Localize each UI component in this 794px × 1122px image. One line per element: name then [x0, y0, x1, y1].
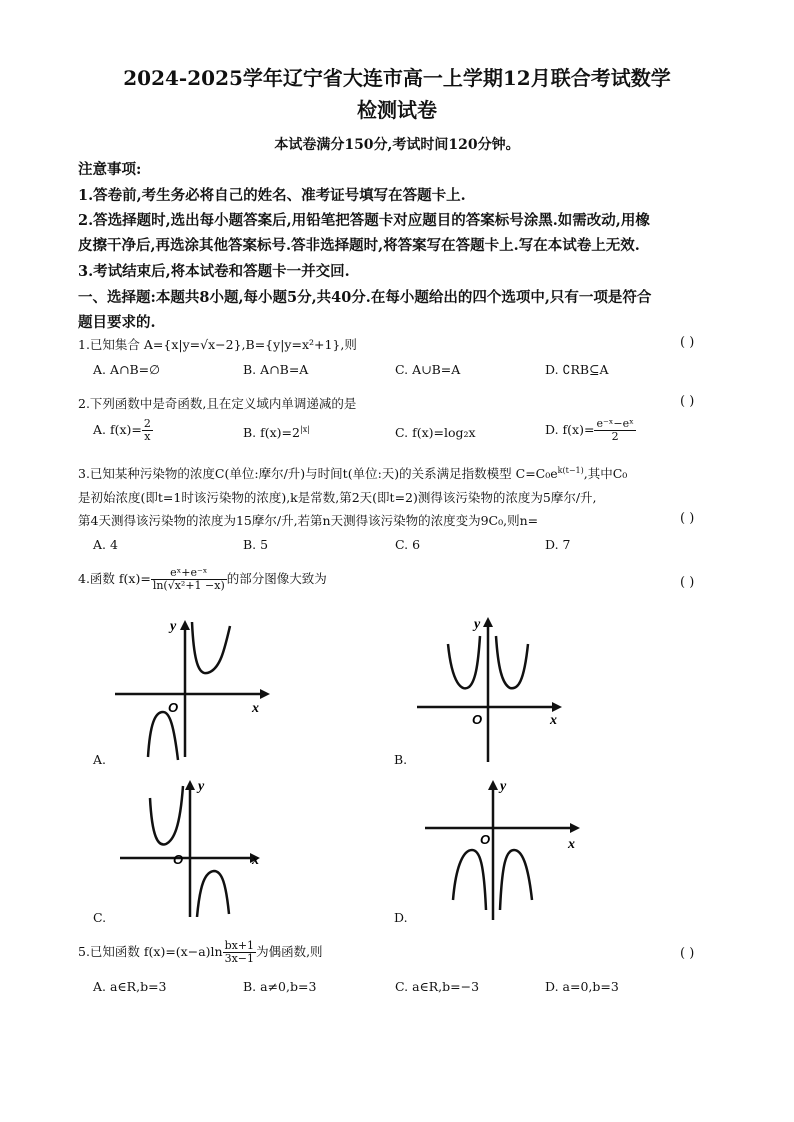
- q1-option-c: C. A∪B=A: [395, 362, 461, 377]
- exam-title-line1: 2024-2025学年辽宁省大连市高一上学期12月联合考试数学: [123, 66, 671, 90]
- q2-a-den: x: [144, 430, 151, 443]
- q3-line2: 是初始浓度(即t=1时该污染物的浓度),k是常数,第2天(即t=2)测得该污染物的浓度为5摩尔/升,: [78, 490, 597, 505]
- q1-option-a: A. A∩B=∅: [93, 362, 161, 377]
- graph-c-curve-left: [150, 786, 183, 844]
- graph-a-curve-right: [192, 622, 230, 673]
- notice-heading: 注意事项:: [78, 161, 142, 178]
- q4-label-c: C.: [93, 910, 107, 925]
- graph-d-origin: O: [480, 832, 491, 847]
- q5-num: bx+1: [224, 939, 255, 952]
- q2-d-text: D. f(x)=: [545, 422, 595, 437]
- graph-a-origin: O: [168, 700, 179, 715]
- graph-a-y-label: y: [170, 619, 177, 634]
- q4-label-a: A.: [93, 752, 107, 767]
- section1-line1: 一、选择题:本题共8小题,每小题5分,共40分.在每小题给出的四个选项中,只有一项是符合: [78, 289, 652, 306]
- graph-a-curve-left: [148, 712, 178, 760]
- q3-option-b: B. 5: [243, 537, 269, 552]
- q2-option-a: [93, 418, 153, 443]
- q4-fraction: [151, 567, 227, 592]
- q5-option-b: B. a≠0,b=3: [243, 979, 317, 994]
- q3-option-d: D. 7: [545, 537, 571, 552]
- graph-b-x-arrow-icon: [552, 702, 562, 712]
- q5-stem-post: 为偶函数,则: [256, 944, 323, 959]
- q3-option-a: A. 4: [93, 537, 118, 552]
- q4-stem: [78, 567, 327, 592]
- q3-line1-sup: k(t−1): [557, 465, 584, 475]
- section1-line2: 题目要求的.: [78, 314, 156, 331]
- q2-b-text: B. f(x)=2: [243, 425, 300, 441]
- q2-a-fraction: [142, 418, 153, 443]
- q4-answer-paren: ( ): [680, 575, 695, 590]
- q4-graph-d: [420, 772, 590, 922]
- exam-subtitle: 本试卷满分150分,考试时间120分钟。: [274, 137, 520, 153]
- graph-b-origin: O: [472, 712, 483, 727]
- q2-b-sup: |x|: [300, 425, 310, 434]
- q5-option-a: A. a∈R,b=3: [93, 979, 167, 994]
- graph-c-y-arrow-icon: [185, 780, 195, 790]
- graph-c-x-label: x: [252, 853, 259, 868]
- q5-option-d: D. a=0,b=3: [545, 979, 619, 994]
- q5-answer-paren: ( ): [680, 946, 695, 961]
- q2-stem: 2.下列函数中是奇函数,且在定义域内单调递减的是: [78, 396, 357, 411]
- graph-c-curve-right: [197, 871, 229, 917]
- q2-answer-paren: ( ): [680, 394, 695, 409]
- q4-label-b: B.: [394, 752, 408, 767]
- graph-d-x-arrow-icon: [570, 823, 580, 833]
- q4-den: ln(√x²+1 −x): [152, 579, 225, 592]
- graph-b-curve-right: [496, 636, 528, 688]
- notice-item-2a: 2.答选择题时,选出每小题答案后,用铅笔把答题卡对应题目的答案标号涂黑.如需改动,用橡: [78, 212, 650, 229]
- q1-answer-paren: ( ): [680, 335, 695, 350]
- q2-d-den: 2: [611, 430, 619, 443]
- graph-a-x-label: x: [252, 701, 259, 716]
- exam-title-line2: 检测试卷: [357, 98, 437, 122]
- graph-d-x-label: x: [568, 837, 575, 852]
- q2-d-num: e⁻ˣ−eˣ: [596, 417, 634, 430]
- q4-graph-b: [412, 612, 572, 762]
- graph-c-y-label: y: [198, 779, 205, 794]
- q2-d-fraction: [594, 418, 635, 443]
- q4-label-d: D.: [394, 910, 408, 925]
- q5-den: 3x−1: [224, 952, 255, 965]
- q2-option-b: [243, 425, 310, 440]
- q1-option-d: D. ∁RB⊆A: [545, 362, 609, 377]
- q4-stem-post: 的部分图像大致为: [226, 571, 327, 586]
- q1-option-b: B. A∩B=A: [243, 362, 309, 377]
- q2-option-c: C. f(x)=log₂x: [395, 425, 476, 440]
- notice-item-2b: 皮擦干净后,再选涂其他答案标号.答非选择题时,将答案写在答题卡上.写在本试卷上无效.: [78, 237, 640, 254]
- graph-c-origin: O: [173, 852, 184, 867]
- graph-d-curve-right: [500, 850, 532, 910]
- q5-stem: [78, 940, 323, 965]
- q4-graph-c: [110, 772, 280, 917]
- q4-graph-a: [110, 612, 280, 762]
- q2-a-text: A. f(x)=: [93, 422, 142, 437]
- q3-line1-a: 3.已知某种污染物的浓度C(单位:摩尔/升)与时间t(单位:天)的关系满足指数模型 C=C₀e: [78, 466, 558, 481]
- q3-line3: 第4天测得该污染物的浓度为15摩尔/升,若第n天测得该污染物的浓度变为9C₀,则n=: [78, 513, 539, 528]
- q2-a-num: 2: [143, 417, 151, 430]
- graph-d-curve-left: [453, 850, 486, 910]
- graph-b-y-label: y: [474, 617, 481, 632]
- graph-b-curve-left: [448, 636, 480, 688]
- q1-stem: 1.已知集合 A={x|y=√x−2},B={y|y=x²+1},则: [78, 337, 357, 352]
- q5-fraction: [223, 940, 256, 965]
- graph-a-y-arrow-icon: [180, 620, 190, 630]
- q2-option-d: [545, 418, 636, 443]
- graph-d-y-label: y: [500, 779, 507, 794]
- notice-item-3: 3.考试结束后,将本试卷和答题卡一并交回.: [78, 263, 350, 280]
- graph-a-x-arrow-icon: [260, 689, 270, 699]
- q5-option-c: C. a∈R,b=−3: [395, 979, 480, 994]
- notice-item-1: 1.答卷前,考生务必将自己的姓名、准考证号填写在答题卡上.: [78, 187, 466, 204]
- q4-num: eˣ+e⁻ˣ: [151, 567, 227, 580]
- q3-answer-paren: ( ): [680, 511, 695, 526]
- graph-b-y-arrow-icon: [483, 617, 493, 627]
- q5-stem-pre: 5.已知函数 f(x)=(x−a)ln: [78, 944, 223, 959]
- q4-stem-pre: 4.函数 f(x)=: [78, 571, 151, 586]
- q3-line1-b: ,其中C₀: [583, 466, 628, 481]
- graph-d-y-arrow-icon: [488, 780, 498, 790]
- q3-option-c: C. 6: [395, 537, 421, 552]
- graph-b-x-label: x: [550, 713, 557, 728]
- q3-line1: [78, 464, 627, 482]
